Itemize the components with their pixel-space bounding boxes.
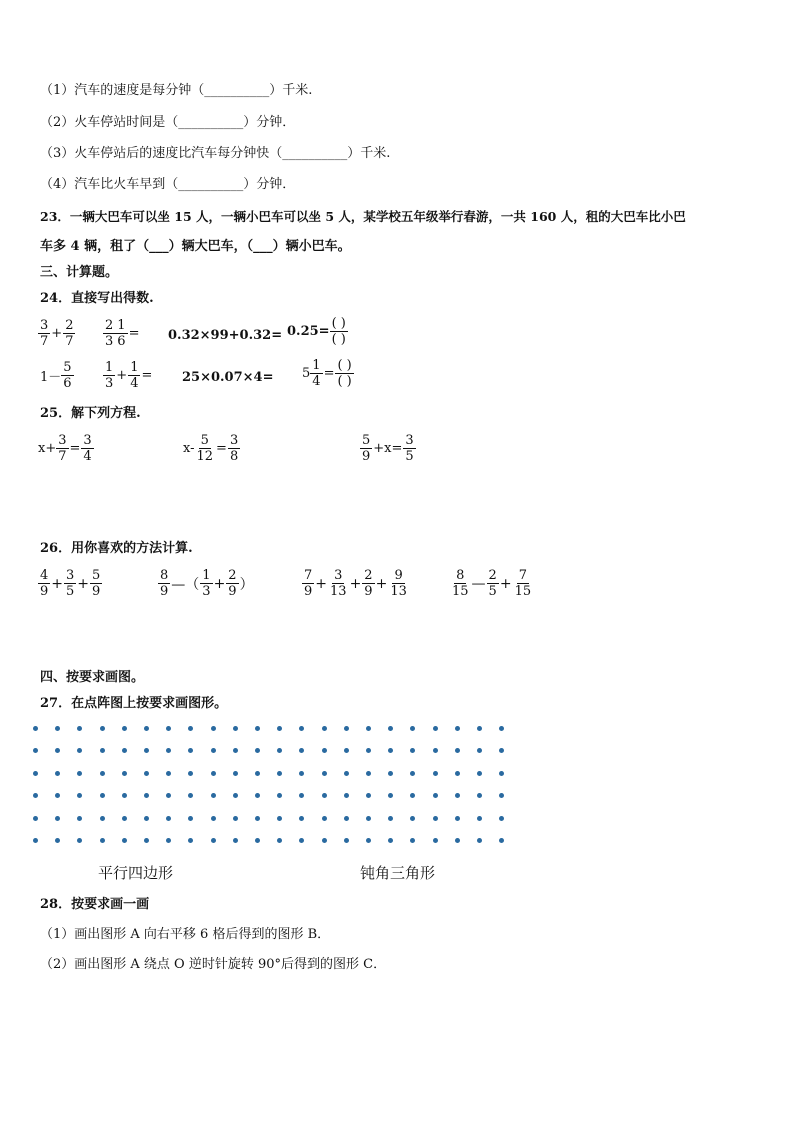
grid-dot — [277, 771, 282, 776]
grid-dot — [233, 793, 238, 798]
q24-expr-4: 0.25= $\frac{( )}{( )}$ — [287, 316, 346, 347]
grid-dot — [388, 816, 393, 821]
grid-dot — [188, 838, 193, 843]
grid-dot — [410, 771, 415, 776]
grid-dot — [255, 748, 260, 753]
grid-dot — [55, 726, 60, 731]
grid-dot — [144, 816, 149, 821]
grid-dot — [100, 793, 105, 798]
q25-equation-1: x+ $\frac{3}{7}$ = $\frac{3}{4}$ — [38, 433, 92, 464]
q23-line2: 车多 4 辆，租了（___）辆大巴车，（___）辆小巴车。 — [40, 239, 351, 254]
q23-line1: 23．一辆大巴车可以坐 15 人，一辆小巴车可以坐 5 人，某学校五年级举行春游，一共 160 人，租的大巴车比小巴 — [40, 209, 686, 224]
grid-dot — [477, 771, 482, 776]
grid-dot — [366, 748, 371, 753]
grid-dot — [233, 771, 238, 776]
grid-dot — [144, 771, 149, 776]
q26-calc-3: $\frac{7}{9}$ + $\frac{3}{13}$ + $\frac{2}{9}$ + $\frac{9}{13}$ — [304, 568, 407, 599]
label-obtuse-triangle: 钝角三角形 — [360, 864, 436, 882]
grid-dot — [55, 793, 60, 798]
grid-dot — [122, 748, 127, 753]
q28-title: 28．按要求画一画 — [40, 897, 150, 912]
grid-dot — [322, 771, 327, 776]
dot-grid[interactable] — [33, 726, 518, 848]
grid-dot — [233, 838, 238, 843]
q24-expr-3: 0.32×99+0.32= — [168, 328, 283, 343]
grid-dot — [455, 748, 460, 753]
grid-dot — [477, 793, 482, 798]
grid-dot — [344, 771, 349, 776]
grid-dot — [299, 793, 304, 798]
grid-dot — [499, 838, 504, 843]
section-4-heading: 四、按要求画图。 — [40, 670, 145, 685]
grid-dot — [211, 748, 216, 753]
q25-title: 25．解下列方程. — [40, 406, 141, 421]
grid-dot — [33, 838, 38, 843]
grid-dot — [277, 838, 282, 843]
grid-dot — [33, 726, 38, 731]
grid-dot — [144, 748, 149, 753]
grid-dot — [433, 726, 438, 731]
grid-dot — [77, 748, 82, 753]
q24-expr-8: 5 $\frac{1}{4}$ = $\frac{( )}{( )}$ — [302, 358, 352, 389]
grid-dot — [499, 771, 504, 776]
grid-dot — [122, 726, 127, 731]
grid-dot — [344, 816, 349, 821]
grid-dot — [499, 816, 504, 821]
grid-dot — [344, 726, 349, 731]
grid-dot — [410, 726, 415, 731]
grid-dot — [77, 838, 82, 843]
q26-calc-4: $\frac{8}{15}$ — $\frac{2}{5}$ + $\frac{7}{15}$ — [452, 568, 532, 599]
grid-dot — [410, 793, 415, 798]
grid-dot — [455, 816, 460, 821]
grid-dot — [366, 726, 371, 731]
grid-dot — [77, 771, 82, 776]
grid-dot — [322, 748, 327, 753]
q28-sub1: （1）画出图形 A 向右平移 6 格后得到的图形 B． — [40, 927, 331, 942]
grid-dot — [188, 793, 193, 798]
grid-dot — [188, 748, 193, 753]
grid-dot — [455, 793, 460, 798]
grid-dot — [166, 816, 171, 821]
q25-equation-2: x- $\frac{5}{12}$ = $\frac{3}{8}$ — [183, 433, 239, 464]
grid-dot — [366, 838, 371, 843]
q24-title: 24．直接写出得数. — [40, 291, 154, 306]
q22-sub4: （4）汽车比火车早到（__________）分钟． — [40, 177, 296, 192]
grid-dot — [322, 838, 327, 843]
grid-dot — [322, 816, 327, 821]
grid-dot — [144, 838, 149, 843]
grid-dot — [122, 816, 127, 821]
q22-sub3: （3）火车停站后的速度比汽车每分钟快（__________）千米. — [40, 146, 391, 161]
grid-dot — [255, 816, 260, 821]
grid-dot — [100, 816, 105, 821]
grid-dot — [122, 793, 127, 798]
grid-dot — [33, 748, 38, 753]
grid-dot — [166, 726, 171, 731]
grid-dot — [100, 771, 105, 776]
grid-dot — [366, 816, 371, 821]
q27-title: 27．在点阵图上按要求画图形。 — [40, 696, 228, 711]
grid-dot — [77, 816, 82, 821]
grid-dot — [366, 771, 371, 776]
grid-dot — [255, 771, 260, 776]
grid-dot — [433, 748, 438, 753]
grid-dot — [211, 793, 216, 798]
grid-dot — [166, 838, 171, 843]
grid-dot — [255, 726, 260, 731]
grid-dot — [344, 838, 349, 843]
grid-dot — [499, 748, 504, 753]
q26-calc-1: $\frac{4}{9}$ + $\frac{3}{5}$ + $\frac{5}{9}$ — [40, 568, 101, 599]
grid-dot — [299, 816, 304, 821]
q24-expr-5: 1－ $\frac{5}{6}$ — [40, 360, 72, 391]
grid-dot — [33, 793, 38, 798]
grid-dot — [211, 726, 216, 731]
grid-dot — [144, 726, 149, 731]
grid-dot — [33, 771, 38, 776]
q24-expr-1: $\frac{3}{7}$ + $\frac{2}{7}$ — [40, 318, 74, 349]
grid-dot — [388, 726, 393, 731]
grid-dot — [322, 726, 327, 731]
q28-sub2: （2）画出图形 A 绕点 O 逆时针旋转 90°后得到的图形 C． — [40, 957, 387, 972]
grid-dot — [122, 838, 127, 843]
q24-expr-7: 25×0.07×4= — [182, 370, 274, 385]
grid-dot — [499, 726, 504, 731]
grid-dot — [144, 793, 149, 798]
grid-dot — [477, 748, 482, 753]
grid-dot — [233, 816, 238, 821]
grid-dot — [55, 838, 60, 843]
grid-dot — [77, 726, 82, 731]
grid-dot — [344, 793, 349, 798]
q26-calc-2: $\frac{8}{9}$ —（ $\frac{1}{3}$ + $\frac{2}{9}$ ） — [160, 568, 254, 599]
grid-dot — [344, 748, 349, 753]
q26-title: 26．用你喜欢的方法计算. — [40, 541, 193, 556]
grid-dot — [166, 771, 171, 776]
grid-dot — [55, 748, 60, 753]
grid-dot — [188, 771, 193, 776]
grid-dot — [410, 816, 415, 821]
grid-dot — [166, 748, 171, 753]
grid-dot — [299, 771, 304, 776]
grid-dot — [433, 793, 438, 798]
grid-dot — [77, 793, 82, 798]
grid-dot — [188, 726, 193, 731]
grid-dot — [366, 793, 371, 798]
grid-dot — [433, 771, 438, 776]
grid-dot — [433, 816, 438, 821]
grid-dot — [477, 726, 482, 731]
grid-dot — [410, 838, 415, 843]
grid-dot — [477, 816, 482, 821]
grid-dot — [277, 793, 282, 798]
q24-expr-6: $\frac{1}{3}$ + $\frac{1}{4}$ = — [105, 360, 153, 391]
grid-dot — [277, 726, 282, 731]
grid-dot — [211, 771, 216, 776]
q25-equation-3: $\frac{5}{9}$ +x= $\frac{3}{5}$ — [362, 433, 414, 464]
grid-dot — [299, 726, 304, 731]
q22-sub2: （2）火车停站时间是（__________）分钟． — [40, 115, 296, 130]
grid-dot — [255, 838, 260, 843]
grid-dot — [455, 838, 460, 843]
grid-dot — [322, 793, 327, 798]
grid-dot — [455, 726, 460, 731]
q22-sub1: （1）汽车的速度是每分钟（__________）千米. — [40, 83, 313, 98]
grid-dot — [233, 726, 238, 731]
section-3-heading: 三、计算题。 — [40, 265, 119, 280]
grid-dot — [455, 771, 460, 776]
grid-dot — [211, 838, 216, 843]
label-parallelogram: 平行四边形 — [98, 864, 174, 882]
grid-dot — [166, 793, 171, 798]
grid-dot — [410, 748, 415, 753]
grid-dot — [122, 771, 127, 776]
grid-dot — [233, 748, 238, 753]
grid-dot — [277, 748, 282, 753]
grid-dot — [211, 816, 216, 821]
grid-dot — [477, 838, 482, 843]
grid-dot — [33, 816, 38, 821]
grid-dot — [277, 816, 282, 821]
grid-dot — [388, 771, 393, 776]
grid-dot — [433, 838, 438, 843]
grid-dot — [100, 838, 105, 843]
grid-dot — [100, 748, 105, 753]
grid-dot — [499, 793, 504, 798]
grid-dot — [188, 816, 193, 821]
grid-dot — [55, 816, 60, 821]
grid-dot — [388, 793, 393, 798]
grid-dot — [388, 748, 393, 753]
q24-expr-2: $\frac{2}{3}$ $\frac{1}{6}$ = — [105, 318, 140, 349]
grid-dot — [255, 793, 260, 798]
grid-dot — [299, 748, 304, 753]
grid-dot — [388, 838, 393, 843]
grid-dot — [299, 838, 304, 843]
grid-dot — [100, 726, 105, 731]
grid-dot — [55, 771, 60, 776]
